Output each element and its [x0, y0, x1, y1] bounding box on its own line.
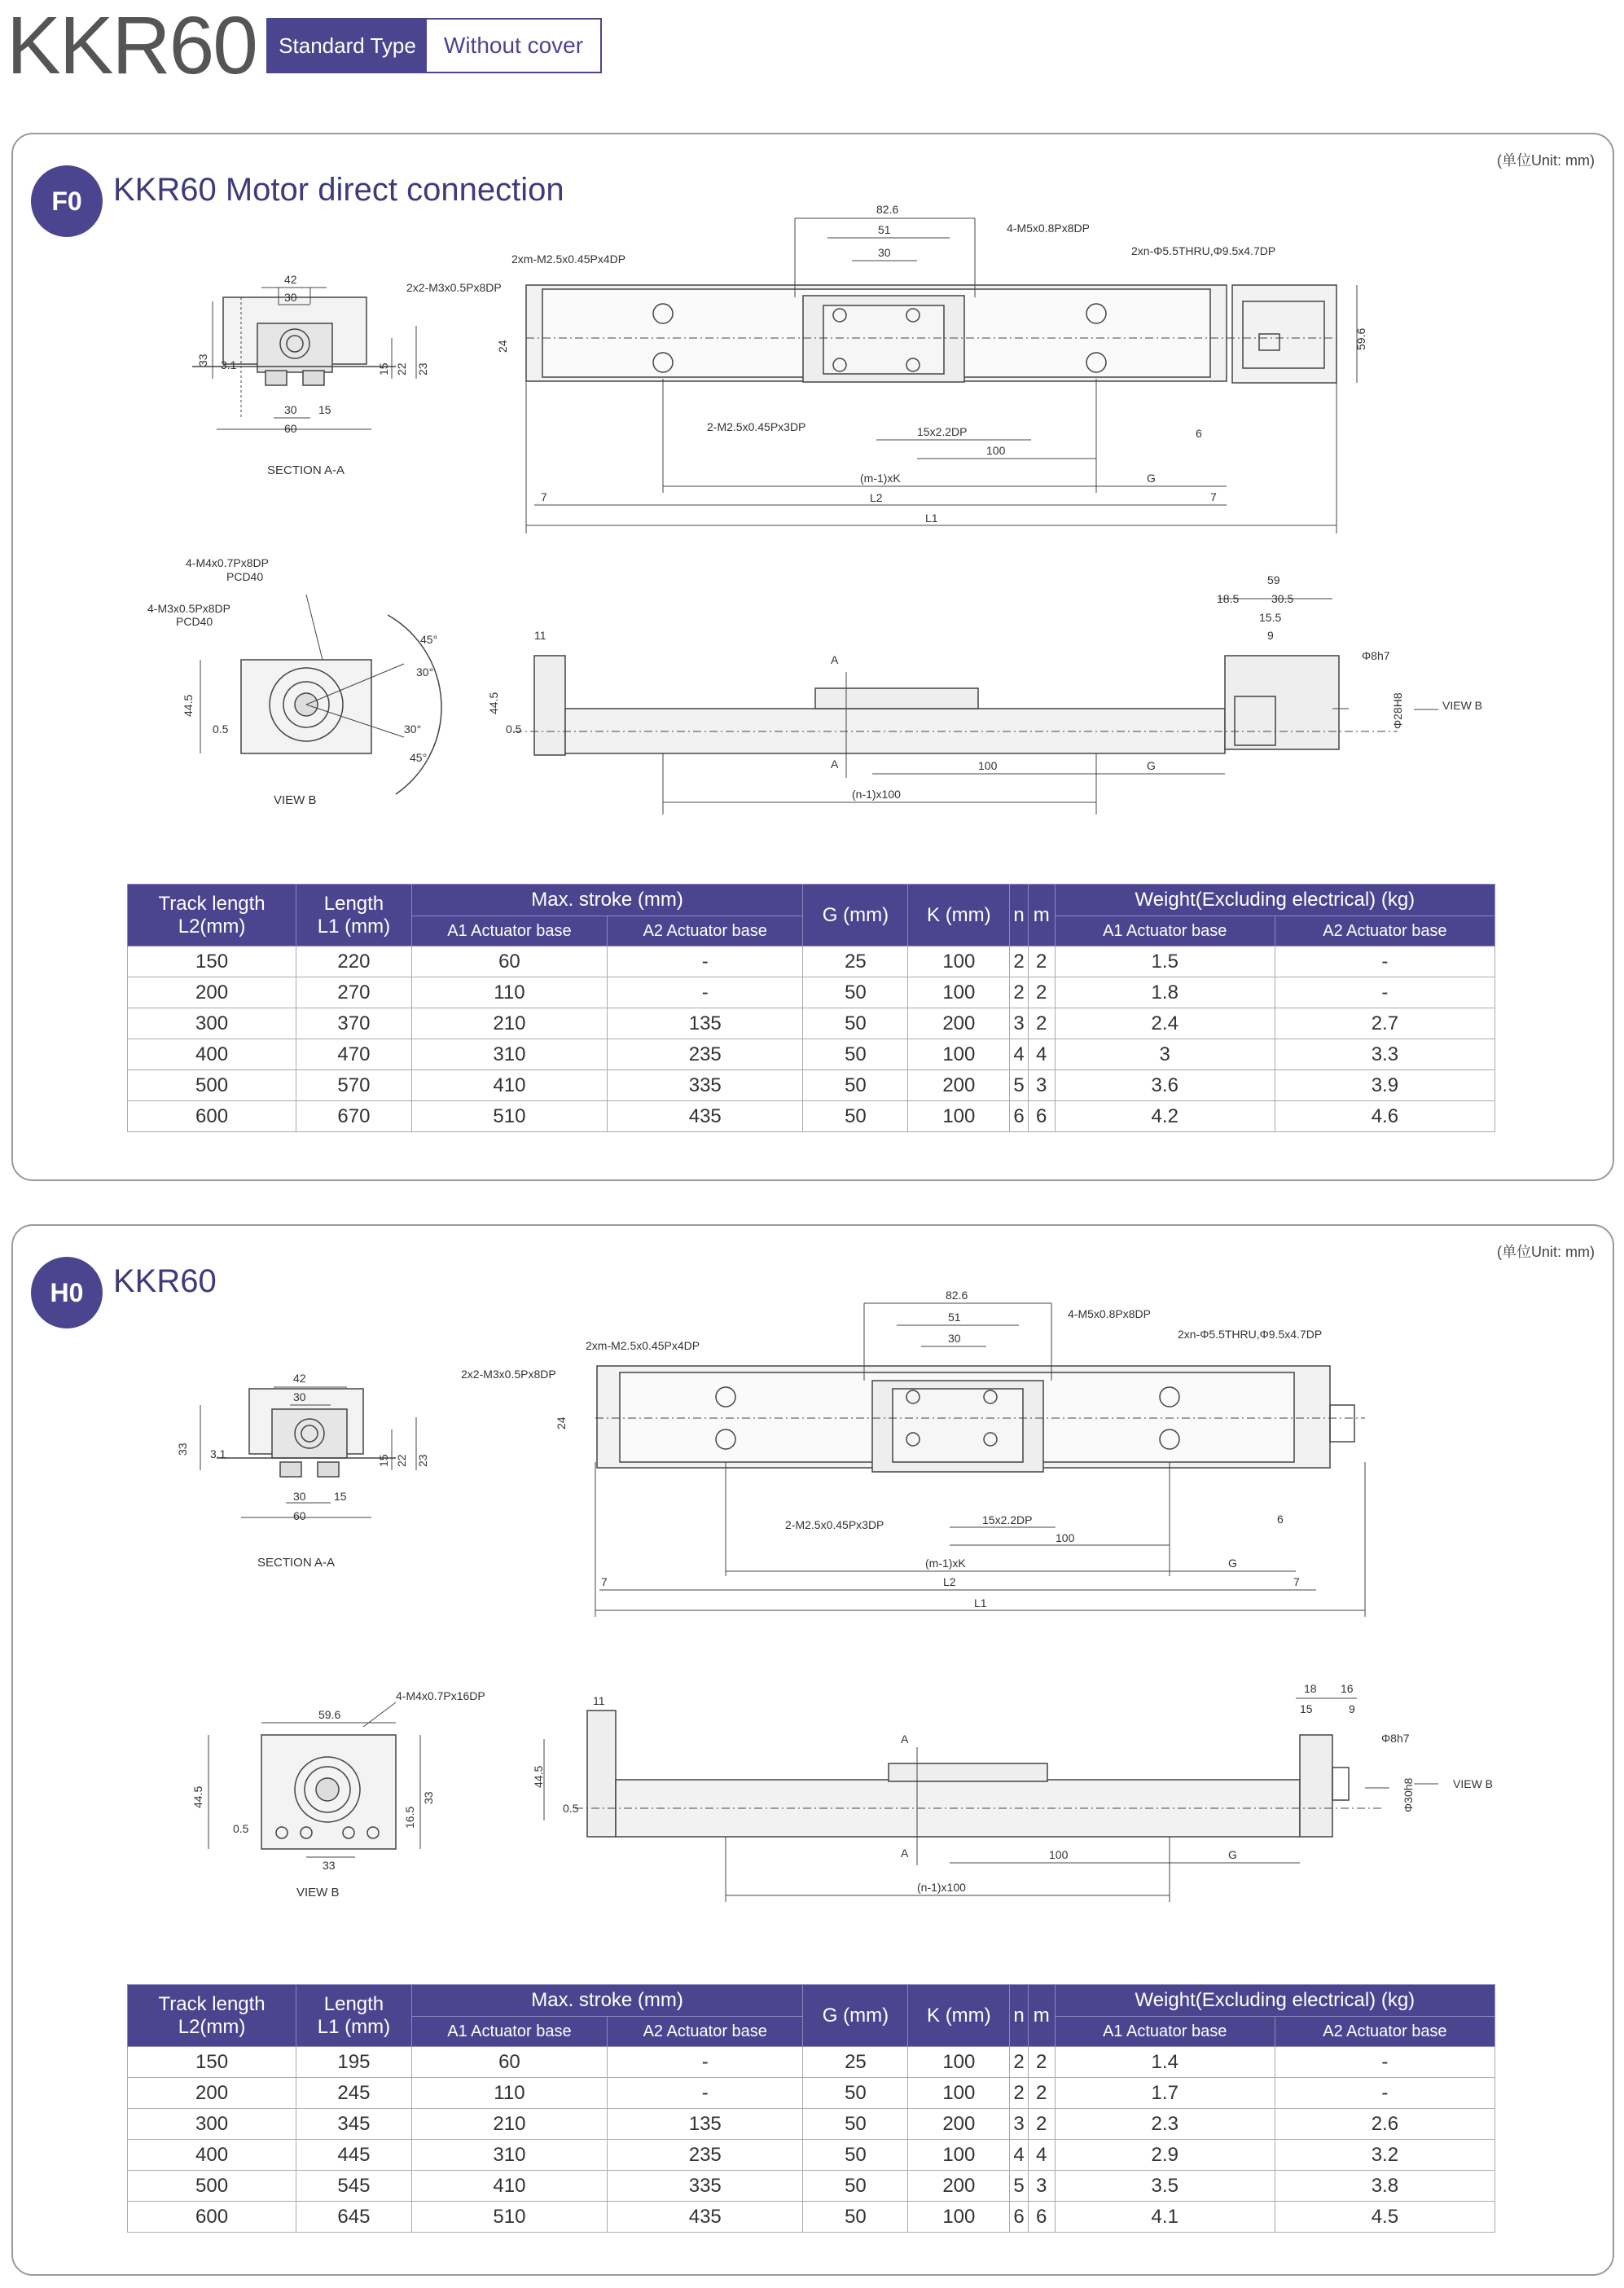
- table-cell: 100: [908, 1101, 1010, 1132]
- dim-label: L2: [943, 1575, 956, 1588]
- table-cell: 100: [908, 2202, 1010, 2233]
- table-row: [128, 1101, 1495, 1132]
- table-cell: 4: [1028, 1039, 1055, 1070]
- table-cell: 570: [296, 1070, 412, 1101]
- table-row: [128, 2140, 1495, 2171]
- table-cell: 2: [1010, 977, 1029, 1008]
- table-row: [128, 946, 1495, 977]
- col-n: n: [1010, 1985, 1029, 2047]
- dim-label: 100: [1056, 1531, 1075, 1544]
- table-cell: 1.5: [1055, 946, 1275, 977]
- section-a-a-labels: [176, 1372, 429, 1570]
- table-cell: 245: [296, 2078, 412, 2109]
- dim-label: 30.5: [1271, 592, 1294, 605]
- thread-label: 2x2-M3x0.5Px8DP: [461, 1368, 556, 1381]
- dim-label: (n-1)x100: [852, 788, 901, 801]
- table-cell: 60: [411, 2047, 607, 2078]
- thread-label: 4-M4x0.7Px16DP: [396, 1689, 485, 1702]
- table-cell: 235: [608, 2140, 803, 2171]
- table-cell: 400: [128, 2140, 296, 2171]
- dim-label: 9: [1267, 629, 1274, 642]
- table-cell: -: [608, 946, 803, 977]
- side-view-drawing: [514, 599, 1438, 815]
- dim-label: 33: [176, 1443, 189, 1456]
- table-cell: 410: [411, 1070, 607, 1101]
- table-cell: 545: [296, 2171, 412, 2202]
- without-cover-label: Without cover: [443, 33, 584, 58]
- dim-label: Φ8h7: [1362, 649, 1390, 662]
- dim-label: 44.5: [182, 694, 195, 717]
- section-h0: [11, 1224, 1614, 2276]
- section-a-a-caption: SECTION A-A: [267, 463, 345, 477]
- table-cell: 100: [908, 2140, 1010, 2171]
- dim-label: 30: [293, 1490, 306, 1503]
- thread-label: 2-M2.5x0.45Px3DP: [707, 420, 806, 433]
- spec-table: [127, 884, 1495, 1132]
- table-cell: 2: [1028, 2047, 1055, 2078]
- dim-label: 15: [377, 1454, 390, 1467]
- table-row: [128, 1070, 1495, 1101]
- side-view-drawing: [544, 1698, 1438, 1902]
- table-cell: 410: [411, 2171, 607, 2202]
- section-marker: A: [831, 758, 839, 771]
- table-cell: -: [1275, 977, 1495, 1008]
- thread-label: 2xn-Φ5.5THRU,Φ9.5x4.7DP: [1178, 1328, 1323, 1341]
- table-cell: 4: [1010, 2140, 1029, 2171]
- table-cell: 210: [411, 2109, 607, 2140]
- dim-label: 51: [948, 1311, 961, 1324]
- table-cell: 110: [411, 977, 607, 1008]
- table-cell: 2.6: [1275, 2109, 1495, 2140]
- table-cell: 3.8: [1275, 2171, 1495, 2202]
- dim-label: 100: [986, 444, 1006, 457]
- dim-label: 15.5: [1259, 611, 1282, 624]
- table-cell: 3: [1028, 1070, 1055, 1101]
- table-row: [128, 2047, 1495, 2078]
- dim-label: 44.5: [532, 1765, 545, 1788]
- table-cell: 100: [908, 2078, 1010, 2109]
- dim-label: 24: [496, 340, 509, 353]
- table-cell: 235: [608, 1039, 803, 1070]
- table-cell: 50: [803, 2202, 908, 2233]
- table-cell: 100: [908, 977, 1010, 1008]
- table-cell: 50: [803, 1039, 908, 1070]
- thread-label: 2x2-M3x0.5Px8DP: [406, 281, 502, 294]
- table-cell: 2: [1028, 1008, 1055, 1039]
- dim-label: Φ30h8: [1402, 1777, 1415, 1812]
- dim-label: L1: [925, 512, 938, 525]
- dim-label: 82.6: [946, 1289, 968, 1302]
- pcd-label: PCD40: [176, 615, 213, 628]
- dim-label: 15: [318, 403, 331, 416]
- table-cell: 2.3: [1055, 2109, 1275, 2140]
- table-cell: 445: [296, 2140, 412, 2171]
- table-cell: 310: [411, 1039, 607, 1070]
- table-cell: 6: [1010, 1101, 1029, 1132]
- view-b-caption: VIEW B: [274, 793, 317, 807]
- table-cell: 150: [128, 946, 296, 977]
- col-stroke-a2: A2 Actuator base: [608, 916, 803, 946]
- dim-label: 0.5: [233, 1822, 249, 1835]
- dim-label: 15x2.2DP: [917, 425, 968, 438]
- top-view-drawing: [526, 218, 1357, 534]
- angle-label: 45°: [420, 633, 438, 646]
- table-cell: 200: [128, 2078, 296, 2109]
- section-a-a-drawing: [200, 1387, 416, 1517]
- table-cell: 4.2: [1055, 1101, 1275, 1132]
- thread-label: 4-M3x0.5Px8DP: [147, 602, 230, 615]
- dim-label: 30: [948, 1332, 961, 1345]
- technical-drawing: [13, 134, 1614, 867]
- section-badge: H0: [31, 1257, 103, 1328]
- table-cell: 4.1: [1055, 2202, 1275, 2233]
- table-cell: 435: [608, 1101, 803, 1132]
- dim-label: 30: [284, 291, 297, 304]
- col-length: Length L1 (mm): [296, 1985, 412, 2047]
- table-cell: 2: [1028, 977, 1055, 1008]
- table-cell: 50: [803, 977, 908, 1008]
- table-cell: -: [1275, 2047, 1495, 2078]
- table-cell: 3: [1028, 2171, 1055, 2202]
- col-length: Length L1 (mm): [296, 885, 412, 946]
- view-b-caption: VIEW B: [296, 1886, 340, 1899]
- table-cell: 2.4: [1055, 1008, 1275, 1039]
- table-cell: 60: [411, 946, 607, 977]
- table-cell: 220: [296, 946, 412, 977]
- table-cell: 200: [908, 1070, 1010, 1101]
- angle-label: 30°: [404, 722, 422, 736]
- dim-label: 9: [1349, 1702, 1355, 1715]
- section-marker: A: [901, 1847, 909, 1860]
- dim-label: 30: [878, 246, 891, 259]
- table-cell: 200: [908, 1008, 1010, 1039]
- table-cell: 200: [908, 2171, 1010, 2202]
- col-track-length: Track length L2(mm): [128, 885, 296, 946]
- table-cell: -: [608, 2078, 803, 2109]
- table-cell: -: [608, 977, 803, 1008]
- table-cell: 345: [296, 2109, 412, 2140]
- table-cell: 500: [128, 1070, 296, 1101]
- col-m: m: [1028, 885, 1055, 946]
- table-cell: 2: [1010, 2078, 1029, 2109]
- table-cell: 4.5: [1275, 2202, 1495, 2233]
- table-row: [128, 1008, 1495, 1039]
- col-k: K (mm): [908, 885, 1010, 946]
- dim-label: 30: [293, 1390, 306, 1403]
- technical-drawing: [13, 1226, 1614, 1959]
- col-g: G (mm): [803, 1985, 908, 2047]
- table-cell: 25: [803, 2047, 908, 2078]
- angle-label: 45°: [410, 751, 428, 764]
- table-row: [128, 1039, 1495, 1070]
- dim-label: 15x2.2DP: [982, 1513, 1033, 1526]
- dim-label: 3.1: [221, 358, 237, 371]
- dim-label: 3.1: [210, 1447, 226, 1460]
- table-cell: 50: [803, 2171, 908, 2202]
- view-b-arrow-label: VIEW B: [1453, 1777, 1494, 1790]
- table-cell: 50: [803, 2078, 908, 2109]
- table-cell: 5: [1010, 2171, 1029, 2202]
- table-cell: 3.3: [1275, 1039, 1495, 1070]
- section-badge: F0: [31, 165, 103, 237]
- dim-label: 0.5: [506, 722, 522, 736]
- dim-label: (m-1)xK: [860, 472, 901, 485]
- dim-label: 7: [1293, 1575, 1300, 1588]
- table-row: [128, 2171, 1495, 2202]
- section-title: KKR60 Motor direct connection: [113, 172, 564, 208]
- thread-label: 4-M5x0.8Px8DP: [1007, 222, 1090, 235]
- table-cell: -: [1275, 946, 1495, 977]
- table-cell: 510: [411, 2202, 607, 2233]
- view-b-drawing: [200, 595, 441, 794]
- dim-label: 42: [284, 273, 297, 286]
- dim-label: 33: [422, 1791, 435, 1804]
- top-view-drawing: [595, 1303, 1365, 1617]
- dim-label: 16.5: [403, 1806, 416, 1829]
- thread-label: 2xn-Φ5.5THRU,Φ9.5x4.7DP: [1131, 244, 1276, 257]
- table-cell: 25: [803, 946, 908, 977]
- dim-label: 23: [416, 362, 429, 375]
- section-marker: A: [831, 653, 839, 666]
- pcd-label: PCD40: [226, 570, 264, 583]
- dim-label: 11: [593, 1694, 605, 1707]
- table-cell: 2: [1028, 2078, 1055, 2109]
- thread-label: 4-M4x0.7Px8DP: [186, 556, 269, 569]
- spec-table: [127, 1984, 1495, 2233]
- table-cell: 135: [608, 2109, 803, 2140]
- col-g: G (mm): [803, 885, 908, 946]
- table-cell: 135: [608, 1008, 803, 1039]
- table-cell: 100: [908, 946, 1010, 977]
- dim-label: 7: [601, 1575, 608, 1588]
- table-cell: 500: [128, 2171, 296, 2202]
- table-cell: 150: [128, 2047, 296, 2078]
- table-cell: 510: [411, 1101, 607, 1132]
- col-weight: Weight(Excluding electrical) (kg): [1055, 885, 1495, 916]
- table-cell: 3: [1010, 1008, 1029, 1039]
- dim-label: L1: [974, 1596, 987, 1610]
- dim-label: Φ8h7: [1381, 1732, 1410, 1745]
- thread-label: 2xm-M2.5x0.45Px4DP: [511, 253, 626, 266]
- table-cell: 5: [1010, 1070, 1029, 1101]
- dim-label: 11: [534, 629, 546, 642]
- table-cell: 4: [1028, 2140, 1055, 2171]
- dim-label: (m-1)xK: [925, 1557, 966, 1570]
- dim-label: G: [1228, 1557, 1237, 1570]
- angle-label: 30°: [416, 665, 434, 678]
- section-a-a-caption: SECTION A-A: [257, 1556, 336, 1570]
- table-cell: 2.7: [1275, 1008, 1495, 1039]
- section-title: KKR60: [113, 1263, 217, 1299]
- dim-label: 15: [1300, 1702, 1313, 1715]
- table-cell: 50: [803, 1008, 908, 1039]
- table-cell: 50: [803, 2140, 908, 2171]
- col-stroke-a2: A2 Actuator base: [608, 2017, 803, 2047]
- table-cell: 470: [296, 1039, 412, 1070]
- dim-label: 7: [1210, 490, 1217, 503]
- table-cell: -: [608, 2047, 803, 2078]
- table-body: [128, 2047, 1495, 2233]
- dim-label: 16: [1341, 1682, 1354, 1695]
- dim-label: 59: [1267, 573, 1280, 586]
- table-cell: 6: [1028, 2202, 1055, 2233]
- table-cell: 3.9: [1275, 1070, 1495, 1101]
- thread-label: 2xm-M2.5x0.45Px4DP: [586, 1339, 700, 1352]
- table-cell: 3: [1010, 2109, 1029, 2140]
- dim-label: 18: [1304, 1682, 1317, 1695]
- unit-label: (单位Unit: mm): [1497, 152, 1595, 169]
- col-stroke-a1: A1 Actuator base: [411, 2017, 607, 2047]
- table-cell: 435: [608, 2202, 803, 2233]
- table-row: [128, 2109, 1495, 2140]
- table-cell: 3: [1055, 1039, 1275, 1070]
- table-cell: 2: [1010, 946, 1029, 977]
- dim-label: 60: [293, 1509, 306, 1522]
- table-cell: 100: [908, 1039, 1010, 1070]
- table-cell: 3.5: [1055, 2171, 1275, 2202]
- table-cell: 2: [1010, 2047, 1029, 2078]
- table-cell: 1.7: [1055, 2078, 1275, 2109]
- dim-label: (n-1)x100: [917, 1881, 966, 1894]
- table-cell: 335: [608, 1070, 803, 1101]
- col-max-stroke: Max. stroke (mm): [411, 1985, 803, 2017]
- unit-label: (单位Unit: mm): [1497, 1244, 1595, 1260]
- table-cell: 2.9: [1055, 2140, 1275, 2171]
- dim-label: 15: [334, 1490, 347, 1503]
- dim-label: 82.6: [876, 203, 899, 216]
- thread-label: 4-M5x0.8Px8DP: [1068, 1307, 1151, 1320]
- col-k: K (mm): [908, 1985, 1010, 2047]
- dim-label: 23: [416, 1454, 429, 1467]
- standard-type-label: Standard Type: [268, 20, 427, 72]
- table-cell: 3.2: [1275, 2140, 1495, 2171]
- table-body: [128, 946, 1495, 1132]
- table-cell: 6: [1028, 1101, 1055, 1132]
- col-n: n: [1010, 885, 1029, 946]
- table-cell: 6: [1010, 2202, 1029, 2233]
- table-cell: 600: [128, 1101, 296, 1132]
- table-cell: 200: [908, 2109, 1010, 2140]
- dim-label: 44.5: [487, 692, 500, 714]
- dim-label: 44.5: [191, 1785, 204, 1808]
- dim-label: G: [1228, 1848, 1237, 1861]
- thread-label: 2-M2.5x0.45Px3DP: [785, 1518, 884, 1531]
- table-cell: 1.4: [1055, 2047, 1275, 2078]
- table-cell: 50: [803, 2109, 908, 2140]
- dim-label: 42: [293, 1372, 306, 1385]
- table-cell: 335: [608, 2171, 803, 2202]
- dim-label: 24: [555, 1416, 568, 1429]
- dim-label: 0.5: [213, 722, 229, 736]
- col-track-length: Track length L2(mm): [128, 1985, 296, 2047]
- type-tag: [266, 18, 602, 73]
- table-cell: 50: [803, 1070, 908, 1101]
- section-f0: [11, 133, 1614, 1181]
- table-cell: 270: [296, 977, 412, 1008]
- dim-label: 0.5: [563, 1802, 579, 1815]
- table-cell: 600: [128, 2202, 296, 2233]
- table-cell: 300: [128, 1008, 296, 1039]
- table-cell: 670: [296, 1101, 412, 1132]
- table-row: [128, 2078, 1495, 2109]
- table-cell: 110: [411, 2078, 607, 2109]
- dim-label: G: [1147, 759, 1156, 772]
- dim-label: 15: [377, 362, 390, 375]
- table-cell: 400: [128, 1039, 296, 1070]
- table-cell: 100: [908, 2047, 1010, 2078]
- dim-label: 22: [395, 362, 408, 375]
- dim-label: 30: [284, 403, 297, 416]
- table-cell: 4.6: [1275, 1101, 1495, 1132]
- table-cell: 3.6: [1055, 1070, 1275, 1101]
- table-row: [128, 2202, 1495, 2233]
- dim-label: G: [1147, 472, 1156, 485]
- col-weight-a2: A2 Actuator base: [1275, 916, 1495, 946]
- col-weight-a2: A2 Actuator base: [1275, 2017, 1495, 2047]
- table-cell: 50: [803, 1101, 908, 1132]
- table-cell: 2: [1028, 2109, 1055, 2140]
- dim-label: 33: [323, 1859, 336, 1872]
- col-weight-a1: A1 Actuator base: [1055, 916, 1275, 946]
- table-cell: 210: [411, 1008, 607, 1039]
- dim-label: 7: [541, 490, 547, 503]
- table-cell: -: [1275, 2078, 1495, 2109]
- dim-label: 59.6: [1354, 327, 1367, 350]
- col-stroke-a1: A1 Actuator base: [411, 916, 607, 946]
- dim-label: 6: [1196, 427, 1202, 440]
- table-cell: 1.8: [1055, 977, 1275, 1008]
- col-weight: Weight(Excluding electrical) (kg): [1055, 1985, 1495, 2017]
- table-cell: 200: [128, 977, 296, 1008]
- dim-label: 100: [978, 759, 998, 772]
- table-cell: 195: [296, 2047, 412, 2078]
- table-cell: 370: [296, 1008, 412, 1039]
- dim-label: 59.6: [318, 1708, 341, 1721]
- col-max-stroke: Max. stroke (mm): [411, 885, 803, 916]
- col-weight-a1: A1 Actuator base: [1055, 2017, 1275, 2047]
- dim-label: 18.5: [1217, 592, 1240, 605]
- dim-label: 100: [1049, 1848, 1069, 1861]
- table-cell: 300: [128, 2109, 296, 2140]
- model-title: KKR60: [7, 0, 257, 91]
- dim-label: 22: [395, 1454, 408, 1467]
- col-m: m: [1028, 1985, 1055, 2047]
- table-row: [128, 977, 1495, 1008]
- dim-label: Φ28H8: [1391, 692, 1404, 729]
- dim-label: 33: [196, 354, 209, 367]
- dim-label: L2: [870, 491, 883, 504]
- section-marker: A: [901, 1732, 909, 1746]
- dim-label: 60: [284, 422, 297, 435]
- dim-label: 51: [878, 223, 891, 236]
- table-cell: 645: [296, 2202, 412, 2233]
- table-cell: 4: [1010, 1039, 1029, 1070]
- dim-label: 6: [1277, 1513, 1284, 1526]
- view-b-arrow-label: VIEW B: [1442, 699, 1483, 712]
- table-cell: 310: [411, 2140, 607, 2171]
- table-cell: 2: [1028, 946, 1055, 977]
